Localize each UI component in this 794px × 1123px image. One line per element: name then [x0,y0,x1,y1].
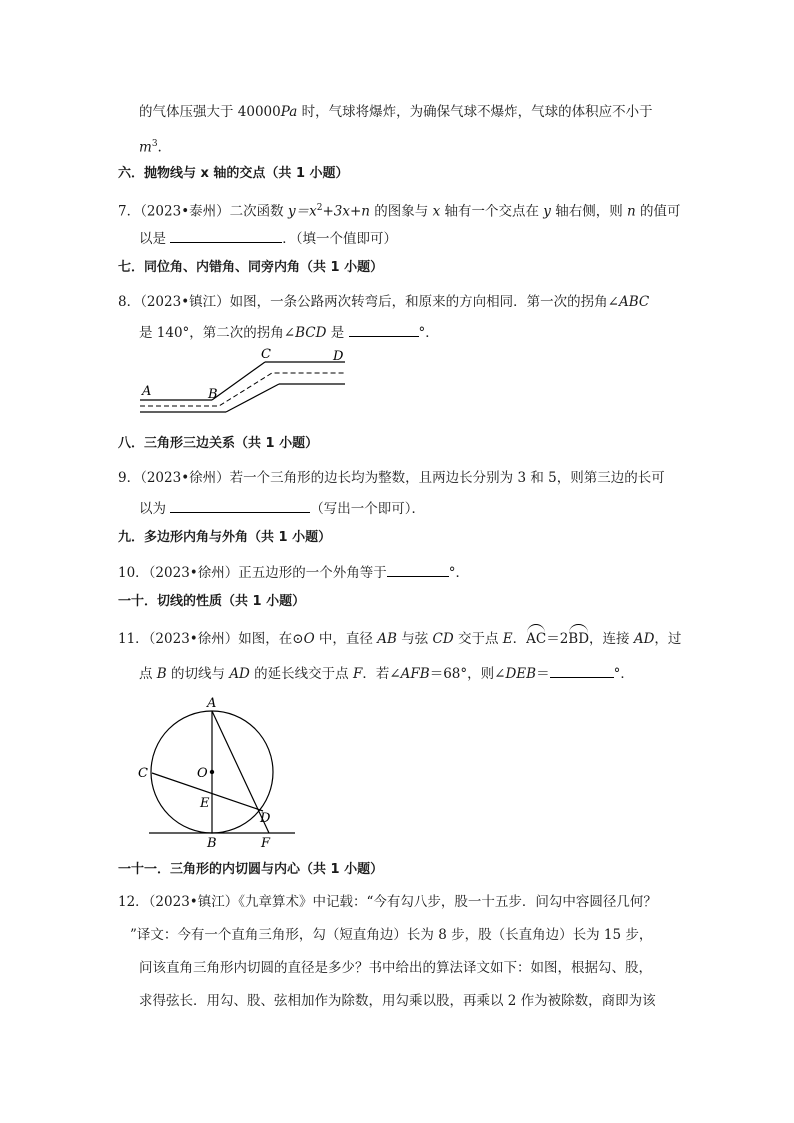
q7-text-f: 的值可 [635,203,681,220]
q11-point-e: E [502,631,513,647]
q7-line-1 [118,198,681,222]
q7-var-y: y [543,203,551,220]
q7-text-d: 轴有一个交点在 [440,203,544,220]
q11-text-g: ＝2 [546,631,569,647]
q12-line-4: 求得弦长．用勾、股、弦相加作为除数，用勾乘以股，再乘以 2 作为被除数，商即为该 [139,993,656,1009]
q9-text-a: 以为 [139,501,171,517]
q8-text-d: °． [418,325,439,341]
q11-circle-o: O [303,631,315,647]
label-f: F [261,836,271,851]
q12-line-1: 12．（2023•镇江）《九章算术》中记载：“今有勾八步，股一十五步．问勾中容圆径几何？ [118,894,657,910]
unit-m: m [139,139,152,156]
q7-var-n: n [627,203,636,220]
q10-line [118,562,469,583]
section-heading-9: 九．多边形内角与外角（共 1 小题） [118,530,332,545]
q8-angle-bcd: BCD [295,325,327,341]
q11-text-d: 交于点 [453,631,503,647]
q11-angle-afb: AFB [400,666,430,682]
section-heading-10: 一十．切线的性质（共 1 小题） [118,594,306,609]
road-figure [130,342,360,420]
q11-seg-cd: CD [432,631,454,647]
q8-text-b: 是 140°，第二次的拐角∠ [139,325,296,341]
label-o: O [197,766,208,781]
q7-prefix: 7．（2023•泰州）二次函数 [118,203,288,220]
q6-line-1 [139,102,653,122]
q7-text-g: 以是 [139,231,171,247]
q7-equation: y＝x [287,203,317,220]
q11-text-b: 中，直径 [314,631,378,647]
q11-line-2 [139,663,634,684]
q8-text-c: 是 [326,325,349,341]
q10-text-b: °． [448,565,469,581]
q6-line-2 [139,134,162,158]
section-heading-8: 八．三角形三边关系（共 1 小题） [118,436,319,451]
q11-seg-ab: AB [377,631,397,647]
q11-answer-blank[interactable] [550,663,614,678]
label-c: C [138,766,148,781]
q10-text-a: 10．（2023•徐州）正五边形的一个外角等于 [118,565,387,581]
section-heading-6: 六．抛物线与 x 轴的交点（共 1 小题） [118,166,349,181]
q8-line-2 [139,322,439,343]
circle-figure [135,690,305,852]
section-heading-11: 一十一．三角形的内切圆与内心（共 1 小题） [118,862,384,877]
road-edge-bottom-slope [226,384,279,412]
section-heading-7: 七．同位角、内错角、同旁内角（共 1 小题） [118,260,384,275]
label-b: B [207,836,217,851]
q6-text-b: 时，气球将爆炸，为确保气球不爆炸，气球的体积应不小于 [297,104,653,120]
q7-exponent: 2 [316,203,323,213]
label-b: B [208,387,218,402]
unit-exponent: 3 [151,139,158,149]
unit-pa: Pa [280,104,298,120]
q11-text-f: ． [512,631,527,647]
q11-text-p: °． [613,666,634,682]
q11-arc-ac: AC [526,631,547,647]
q9-line-1: 9．（2023•徐州）若一个三角形的边长均为整数，且两边长分别为 3 和 5，则第三边的长可 [118,470,665,486]
q11-seg-ad: AD [633,631,655,647]
q7-var-x: x [432,203,441,220]
label-d: D [333,349,344,364]
q7-equation-rest: +3x+n [322,203,370,220]
q12-line-3: 问该直角三角形内切圆的直径是多少？书中给出的算法译文如下：如图，根据勾、股， [139,960,652,976]
road-edge-top-slope [212,362,265,400]
q11-text-i: ，过 [654,631,682,647]
q7-answer-blank[interactable] [170,228,282,243]
q7-text-h: ．（填一个值即可） [282,231,398,247]
q11-text-a: 11．（2023•徐州）如图，在⊙ [118,631,304,647]
q7-line-2 [139,228,397,249]
q8-answer-blank[interactable] [349,322,419,337]
q11-text-o: ＝ [536,666,550,682]
label-e: E [200,796,210,811]
q11-line-1 [118,629,681,649]
label-a: A [207,696,217,711]
q11-point-f: F [352,666,363,682]
q11-arc-bd: BD [568,631,590,647]
q9-answer-blank[interactable] [170,498,310,513]
q9-line-2 [139,498,425,519]
q7-text-c: 的图象与 [369,203,433,220]
q7-text-e: 轴右侧，则 [550,203,628,220]
q11-text-c: 与弦 [396,631,433,647]
q11-text-k: 的切线与 [166,666,230,682]
center-dot [210,770,214,774]
q11-point-b: B [156,666,167,682]
label-a: A [142,384,152,399]
q8-angle-abc: ABC [618,294,650,310]
q6-text: 的气体压强大于 40000 [139,104,281,120]
q8-line-1 [118,292,649,312]
q12-line-2: ”译文：今有一个直角三角形，勾（短直角边）长为 8 步，股（长直角边）长为 15 步， [130,927,653,943]
q11-text-j: 点 [139,666,157,682]
label-c: C [261,347,271,362]
q6-period: . [157,139,162,156]
q9-text-b: （写出一个即可）． [310,501,426,517]
q8-text-a: 8．（2023•镇江）如图，一条公路两次转弯后，和原来的方向相同．第一次的拐角∠ [118,294,619,310]
q10-answer-blank[interactable] [387,562,449,577]
q11-angle-deb: DEB [505,666,537,682]
q11-text-m: ．若∠ [362,666,401,682]
q11-text-n: ＝68°，则∠ [429,666,506,682]
label-d: D [260,811,271,826]
q11-text-h: ，连接 [589,631,634,647]
q11-text-l: 的延长线交于点 [249,666,353,682]
q11-seg-ad-2: AD [229,666,250,682]
